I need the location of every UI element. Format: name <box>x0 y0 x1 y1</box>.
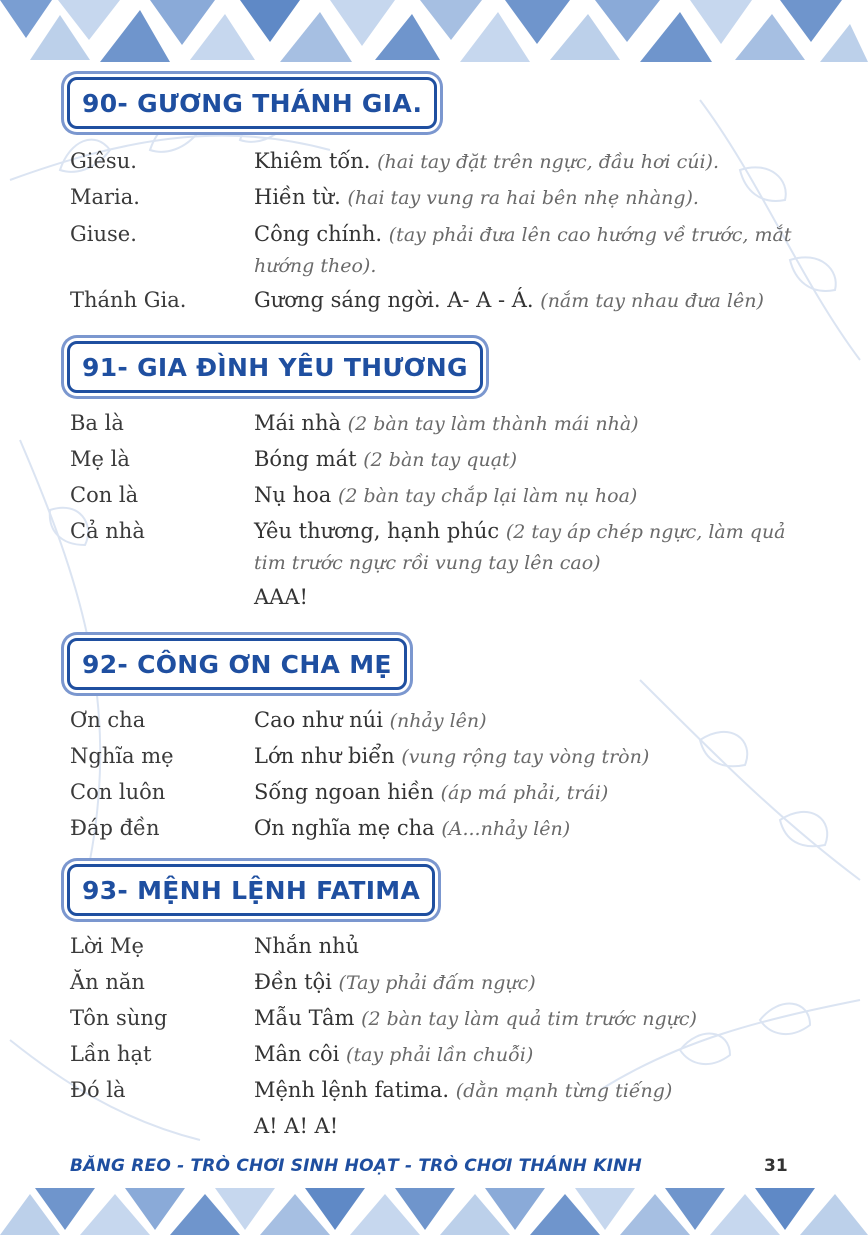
row-text: AAA! <box>254 585 308 609</box>
row-text: Hiền từ. <box>254 185 348 209</box>
section-heading: 90- GƯƠNG THÁNH GIA. <box>82 88 423 118</box>
row-note: (2 tay áp chép ngực, làm quả tim trước ngực rồi vung tay lên cao) <box>254 521 786 574</box>
row-note: (2 bàn tay làm thành mái nhà) <box>347 413 639 435</box>
row-text: Khiêm tốn. <box>254 149 378 173</box>
bottom-triangle-border <box>0 1188 868 1235</box>
row-note: (hai tay vung ra hai bên nhẹ nhàng). <box>347 187 699 209</box>
row-label: Maria. <box>70 185 140 209</box>
row-label: Lần hạt <box>70 1042 152 1066</box>
row-text: Đền tội <box>254 970 339 994</box>
row-label: Giuse. <box>70 222 137 246</box>
row-note: (hai tay đặt trên ngực, đầu hơi cúi). <box>377 151 719 173</box>
row-text: Mân côi <box>254 1042 347 1066</box>
row-note: (Tay phải đấm ngực) <box>338 972 536 994</box>
row-label: Đáp đền <box>70 816 160 840</box>
row-text: Lớn như biển <box>254 744 402 768</box>
section-heading: 92- CÔNG ƠN CHA MẸ <box>82 649 392 679</box>
row-label: Con luôn <box>70 780 166 804</box>
row-note: (2 bàn tay chắp lại làm nụ hoa) <box>337 485 638 507</box>
footer-book-title: BĂNG REO - TRÒ CHƠI SINH HOẠT - TRÒ CHƠI THÁNH KINH <box>70 1156 642 1176</box>
section-title-92 <box>67 638 407 690</box>
section-title-90 <box>67 77 437 129</box>
row-label: Ơn cha <box>70 708 146 732</box>
row-note: (vung rộng tay vòng tròn) <box>401 746 650 768</box>
row-text: Sống ngoan hiền <box>254 780 441 804</box>
row-text: A! A! A! <box>254 1114 339 1138</box>
row-label: Ba là <box>70 411 124 435</box>
row-label: Tôn sùng <box>70 1006 168 1030</box>
row-text: Công chính. <box>254 222 389 246</box>
section-title-93 <box>67 864 435 916</box>
section-title-91 <box>67 341 483 393</box>
row-text: Yêu thương, hạnh phúc <box>254 519 506 543</box>
row-text: Ơn nghĩa mẹ cha <box>254 816 442 840</box>
row-label: Giêsu. <box>70 149 137 173</box>
section-heading: 93- MỆNH LỆNH FATIMA <box>82 875 421 905</box>
row-note: (tay phải đưa lên cao hướng về trước, mắt hướng theo). <box>254 224 792 277</box>
row-label: Cả nhà <box>70 519 145 543</box>
row-label: Ăn năn <box>70 970 145 994</box>
row-note: (2 bàn tay quạt) <box>363 449 518 471</box>
row-note: (áp má phải, trái) <box>440 782 609 804</box>
row-label: Con là <box>70 483 139 507</box>
row-note: (tay phải lần chuỗi) <box>346 1044 534 1066</box>
row-text: Bóng mát <box>254 447 364 471</box>
row-text: Nụ hoa <box>254 483 338 507</box>
row-label: Thánh Gia. <box>70 288 187 312</box>
row-text: Mái nhà <box>254 411 348 435</box>
page-number: 31 <box>764 1156 788 1176</box>
row-label: Nghĩa mẹ <box>70 744 174 768</box>
row-text: Mẫu Tâm <box>254 1006 362 1030</box>
row-note: (A...nhảy lên) <box>441 818 571 840</box>
row-text: Nhắn nhủ <box>254 934 360 958</box>
row-text: Gương sáng ngời. A- A - Á. <box>254 288 541 312</box>
row-text: Mệnh lệnh fatima. <box>254 1078 456 1102</box>
row-note: (nhảy lên) <box>389 710 487 732</box>
row-label: Đó là <box>70 1078 126 1102</box>
row-label: Mẹ là <box>70 447 130 471</box>
row-note: (dằn mạnh từng tiếng) <box>455 1080 673 1102</box>
row-label: Lời Mẹ <box>70 934 144 958</box>
section-heading: 91- GIA ĐÌNH YÊU THƯƠNG <box>82 352 468 382</box>
row-text: Cao như núi <box>254 708 390 732</box>
row-note: (nắm tay nhau đưa lên) <box>540 290 764 312</box>
row-note: (2 bàn tay làm quả tim trước ngực) <box>361 1008 697 1030</box>
